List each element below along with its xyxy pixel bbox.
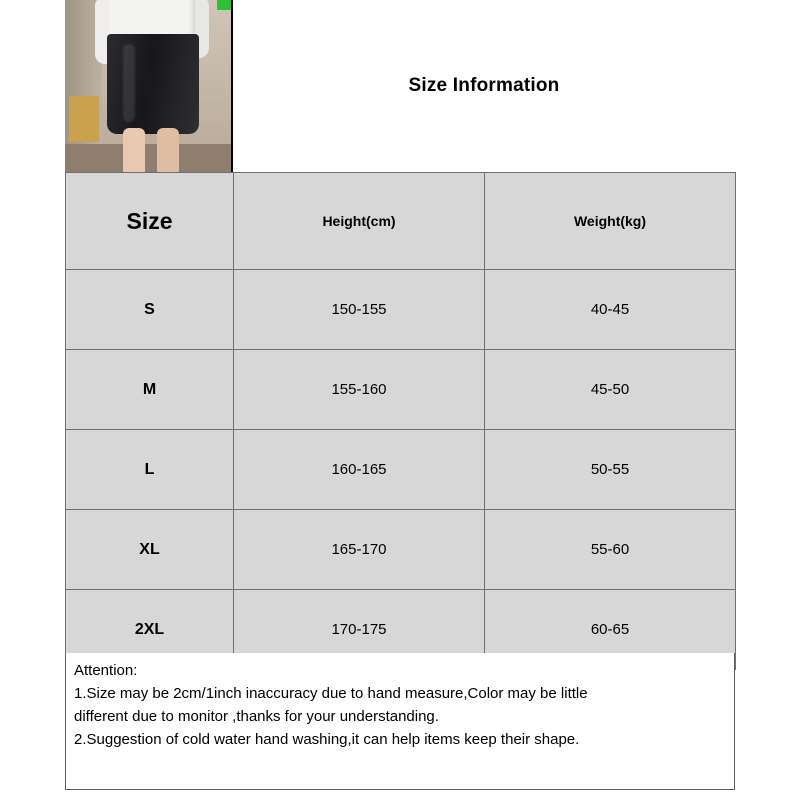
table-row bbox=[66, 350, 736, 430]
cell-weight: 50-55 bbox=[485, 430, 736, 510]
cell-height: 150-155 bbox=[234, 270, 485, 350]
cell-size: XL bbox=[66, 510, 234, 590]
table-row bbox=[66, 270, 736, 350]
column-header-height: Height(cm) bbox=[234, 173, 485, 270]
table-row bbox=[66, 430, 736, 510]
page-title: Size Information bbox=[408, 75, 560, 96]
cell-weight: 55-60 bbox=[485, 510, 736, 590]
cell-weight: 60-65 bbox=[485, 590, 736, 670]
attention-line-3: 2.Suggestion of cold water hand washing,it can help items keep their shape. bbox=[74, 731, 580, 748]
header-block bbox=[65, 0, 735, 174]
cell-weight: 45-50 bbox=[485, 350, 736, 430]
photo-model-skirt bbox=[107, 34, 199, 134]
attention-line-1: 1.Size may be 2cm/1inch inaccuracy due to hand measure,Color may be little bbox=[74, 685, 588, 702]
size-table bbox=[65, 172, 736, 670]
green-corner-marker-icon bbox=[217, 0, 231, 10]
cell-height: 170-175 bbox=[234, 590, 485, 670]
cell-size: 2XL bbox=[66, 590, 234, 670]
cell-size: M bbox=[66, 350, 234, 430]
attention-note bbox=[65, 653, 735, 790]
table-header-row bbox=[66, 173, 736, 270]
cell-height: 160-165 bbox=[234, 430, 485, 510]
cell-size: S bbox=[66, 270, 234, 350]
cell-height: 155-160 bbox=[234, 350, 485, 430]
photo-model-right-leg bbox=[157, 128, 179, 172]
photo-chair bbox=[69, 96, 99, 142]
photo-floor bbox=[65, 144, 231, 172]
table-row bbox=[66, 510, 736, 590]
cell-size: L bbox=[66, 430, 234, 510]
title-cell bbox=[233, 0, 735, 172]
cell-height: 165-170 bbox=[234, 510, 485, 590]
column-header-weight: Weight(kg) bbox=[485, 173, 736, 270]
model-photo bbox=[65, 0, 233, 172]
attention-heading: Attention: bbox=[74, 662, 138, 679]
photo-model-left-leg bbox=[123, 128, 145, 172]
photo-skirt-highlight bbox=[123, 44, 135, 122]
attention-line-2: different due to monitor ,thanks for your understanding. bbox=[74, 708, 439, 725]
cell-weight: 40-45 bbox=[485, 270, 736, 350]
column-header-size: Size bbox=[66, 173, 234, 270]
